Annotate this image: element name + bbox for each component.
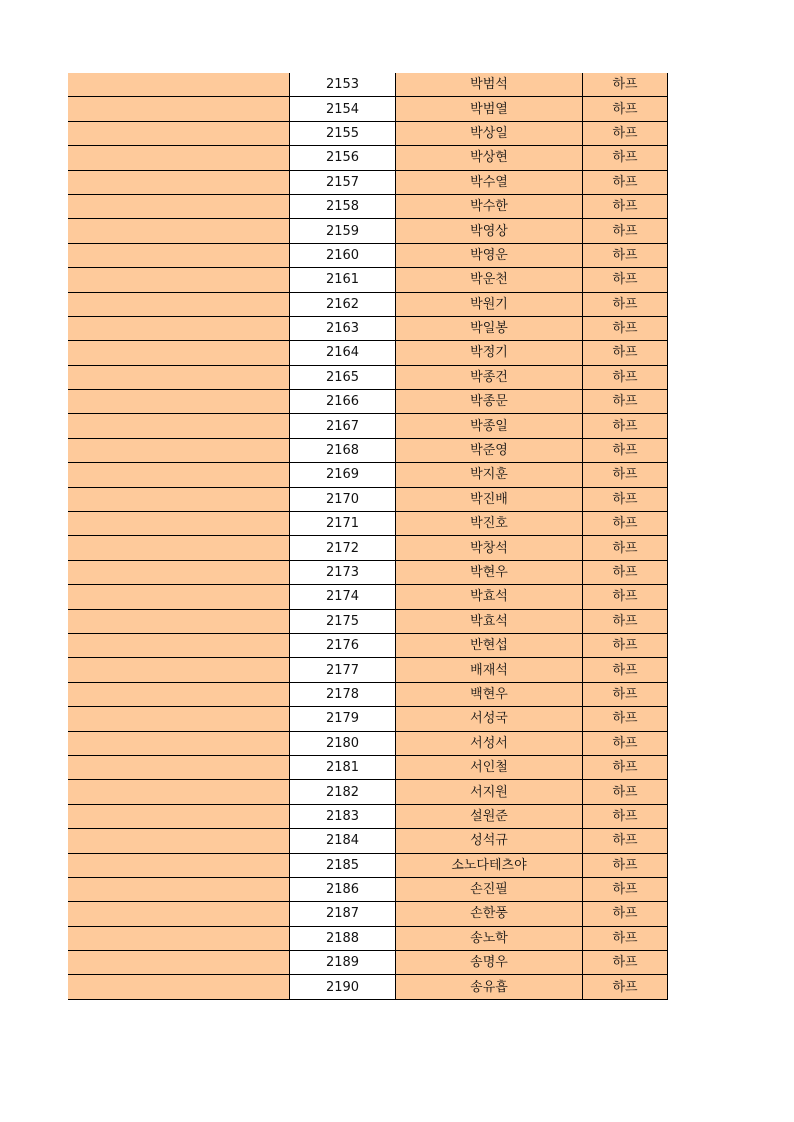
number-cell: 2154 [290, 97, 396, 121]
type-cell: 하프 [583, 243, 668, 267]
type-cell: 하프 [583, 926, 668, 950]
table-row [68, 268, 668, 292]
table-row [68, 755, 668, 779]
table-row [68, 926, 668, 950]
number-cell: 2174 [290, 585, 396, 609]
name-cell: 송명우 [396, 951, 583, 975]
empty-cell [68, 219, 290, 243]
table-row [68, 146, 668, 170]
table-row [68, 658, 668, 682]
type-cell: 하프 [583, 731, 668, 755]
empty-cell [68, 512, 290, 536]
number-cell: 2157 [290, 170, 396, 194]
type-cell: 하프 [583, 390, 668, 414]
table-row [68, 682, 668, 706]
type-cell: 하프 [583, 902, 668, 926]
table-row [68, 243, 668, 267]
empty-cell [68, 97, 290, 121]
number-cell: 2160 [290, 243, 396, 267]
name-cell: 박수열 [396, 170, 583, 194]
empty-cell [68, 926, 290, 950]
table-row [68, 121, 668, 145]
empty-cell [68, 194, 290, 218]
number-cell: 2183 [290, 804, 396, 828]
number-cell: 2161 [290, 268, 396, 292]
type-cell: 하프 [583, 853, 668, 877]
name-cell: 박범석 [396, 73, 583, 97]
empty-cell [68, 707, 290, 731]
name-cell: 서인철 [396, 755, 583, 779]
table-row [68, 585, 668, 609]
number-cell: 2169 [290, 463, 396, 487]
type-cell: 하프 [583, 658, 668, 682]
number-cell: 2156 [290, 146, 396, 170]
type-cell: 하프 [583, 463, 668, 487]
name-cell: 박상현 [396, 146, 583, 170]
name-cell: 박일봉 [396, 316, 583, 340]
number-cell: 2188 [290, 926, 396, 950]
table-row [68, 316, 668, 340]
type-cell: 하프 [583, 219, 668, 243]
table-row [68, 292, 668, 316]
empty-cell [68, 73, 290, 97]
table-row [68, 170, 668, 194]
empty-cell [68, 243, 290, 267]
empty-cell [68, 731, 290, 755]
empty-cell [68, 902, 290, 926]
name-cell: 박범열 [396, 97, 583, 121]
name-cell: 박효석 [396, 609, 583, 633]
type-cell: 하프 [583, 292, 668, 316]
type-cell: 하프 [583, 951, 668, 975]
name-cell: 박진호 [396, 512, 583, 536]
name-cell: 서성국 [396, 707, 583, 731]
name-cell: 박효석 [396, 585, 583, 609]
table-row [68, 707, 668, 731]
table-row [68, 609, 668, 633]
type-cell: 하프 [583, 438, 668, 462]
number-cell: 2180 [290, 731, 396, 755]
name-cell: 박정기 [396, 341, 583, 365]
number-cell: 2158 [290, 194, 396, 218]
type-cell: 하프 [583, 97, 668, 121]
type-cell: 하프 [583, 585, 668, 609]
name-cell: 설원준 [396, 804, 583, 828]
type-cell: 하프 [583, 170, 668, 194]
table-row [68, 975, 668, 999]
type-cell: 하프 [583, 341, 668, 365]
table-row [68, 804, 668, 828]
type-cell: 하프 [583, 682, 668, 706]
table-row [68, 853, 668, 877]
number-cell: 2182 [290, 780, 396, 804]
empty-cell [68, 853, 290, 877]
table-row [68, 731, 668, 755]
table-row [68, 219, 668, 243]
table-row [68, 512, 668, 536]
name-cell: 손한풍 [396, 902, 583, 926]
type-cell: 하프 [583, 633, 668, 657]
empty-cell [68, 633, 290, 657]
empty-cell [68, 780, 290, 804]
empty-cell [68, 146, 290, 170]
type-cell: 하프 [583, 73, 668, 97]
number-cell: 2177 [290, 658, 396, 682]
table-row [68, 97, 668, 121]
table-row [68, 414, 668, 438]
type-cell: 하프 [583, 121, 668, 145]
empty-cell [68, 804, 290, 828]
name-cell: 박진배 [396, 487, 583, 511]
table-row [68, 633, 668, 657]
table-row [68, 438, 668, 462]
empty-cell [68, 292, 290, 316]
empty-cell [68, 121, 290, 145]
type-cell: 하프 [583, 609, 668, 633]
name-cell: 박영상 [396, 219, 583, 243]
type-cell: 하프 [583, 975, 668, 999]
number-cell: 2173 [290, 560, 396, 584]
empty-cell [68, 414, 290, 438]
empty-cell [68, 438, 290, 462]
empty-cell [68, 365, 290, 389]
name-cell: 서성서 [396, 731, 583, 755]
table-row [68, 780, 668, 804]
empty-cell [68, 560, 290, 584]
number-cell: 2190 [290, 975, 396, 999]
type-cell: 하프 [583, 877, 668, 901]
number-cell: 2179 [290, 707, 396, 731]
type-cell: 하프 [583, 194, 668, 218]
type-cell: 하프 [583, 316, 668, 340]
number-cell: 2186 [290, 877, 396, 901]
number-cell: 2153 [290, 73, 396, 97]
number-cell: 2166 [290, 390, 396, 414]
number-cell: 2175 [290, 609, 396, 633]
empty-cell [68, 609, 290, 633]
number-cell: 2184 [290, 829, 396, 853]
number-cell: 2178 [290, 682, 396, 706]
number-cell: 2163 [290, 316, 396, 340]
table-row [68, 463, 668, 487]
name-cell: 박운천 [396, 268, 583, 292]
number-cell: 2159 [290, 219, 396, 243]
name-cell: 박준영 [396, 438, 583, 462]
type-cell: 하프 [583, 365, 668, 389]
number-cell: 2171 [290, 512, 396, 536]
table-row [68, 877, 668, 901]
table-row [68, 390, 668, 414]
empty-cell [68, 390, 290, 414]
empty-cell [68, 877, 290, 901]
empty-cell [68, 487, 290, 511]
type-cell: 하프 [583, 804, 668, 828]
type-cell: 하프 [583, 780, 668, 804]
name-cell: 박상일 [396, 121, 583, 145]
table-row [68, 902, 668, 926]
type-cell: 하프 [583, 707, 668, 731]
type-cell: 하프 [583, 536, 668, 560]
name-cell: 박창석 [396, 536, 583, 560]
empty-cell [68, 268, 290, 292]
number-cell: 2172 [290, 536, 396, 560]
table-body [68, 73, 668, 999]
name-cell: 소노다테츠야 [396, 853, 583, 877]
name-cell: 박원기 [396, 292, 583, 316]
name-cell: 손진필 [396, 877, 583, 901]
empty-cell [68, 951, 290, 975]
type-cell: 하프 [583, 487, 668, 511]
name-cell: 박영운 [396, 243, 583, 267]
type-cell: 하프 [583, 829, 668, 853]
participant-table [68, 73, 668, 1000]
type-cell: 하프 [583, 755, 668, 779]
table-row [68, 560, 668, 584]
table-row [68, 194, 668, 218]
empty-cell [68, 316, 290, 340]
name-cell: 박현우 [396, 560, 583, 584]
name-cell: 박종일 [396, 414, 583, 438]
number-cell: 2165 [290, 365, 396, 389]
number-cell: 2155 [290, 121, 396, 145]
table-row [68, 341, 668, 365]
empty-cell [68, 658, 290, 682]
table-row [68, 365, 668, 389]
name-cell: 배재석 [396, 658, 583, 682]
name-cell: 송유흡 [396, 975, 583, 999]
number-cell: 2167 [290, 414, 396, 438]
empty-cell [68, 170, 290, 194]
name-cell: 서지원 [396, 780, 583, 804]
number-cell: 2181 [290, 755, 396, 779]
type-cell: 하프 [583, 268, 668, 292]
name-cell: 반현섭 [396, 633, 583, 657]
empty-cell [68, 829, 290, 853]
type-cell: 하프 [583, 560, 668, 584]
table-row [68, 536, 668, 560]
number-cell: 2164 [290, 341, 396, 365]
name-cell: 박종문 [396, 390, 583, 414]
empty-cell [68, 755, 290, 779]
empty-cell [68, 463, 290, 487]
empty-cell [68, 975, 290, 999]
table-row [68, 829, 668, 853]
name-cell: 송노학 [396, 926, 583, 950]
empty-cell [68, 585, 290, 609]
empty-cell [68, 536, 290, 560]
name-cell: 박지훈 [396, 463, 583, 487]
number-cell: 2168 [290, 438, 396, 462]
empty-cell [68, 341, 290, 365]
table-row [68, 487, 668, 511]
type-cell: 하프 [583, 414, 668, 438]
type-cell: 하프 [583, 146, 668, 170]
name-cell: 박종건 [396, 365, 583, 389]
table-row [68, 951, 668, 975]
type-cell: 하프 [583, 512, 668, 536]
name-cell: 백현우 [396, 682, 583, 706]
number-cell: 2170 [290, 487, 396, 511]
number-cell: 2185 [290, 853, 396, 877]
empty-cell [68, 682, 290, 706]
table-row [68, 73, 668, 97]
name-cell: 성석규 [396, 829, 583, 853]
number-cell: 2176 [290, 633, 396, 657]
number-cell: 2187 [290, 902, 396, 926]
number-cell: 2162 [290, 292, 396, 316]
number-cell: 2189 [290, 951, 396, 975]
name-cell: 박수한 [396, 194, 583, 218]
